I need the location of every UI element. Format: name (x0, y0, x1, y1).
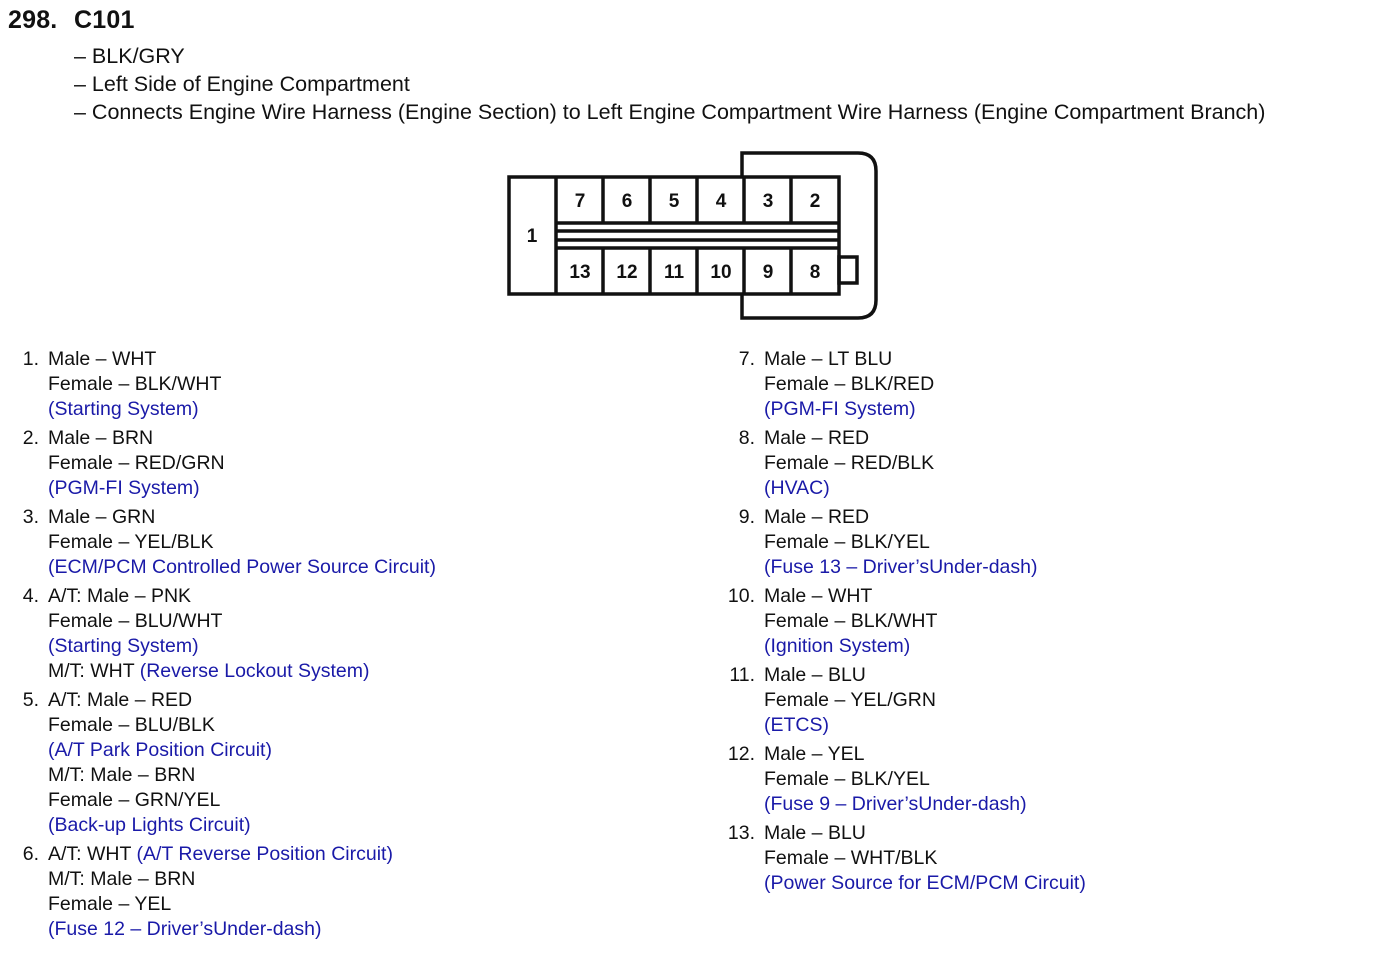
pin-number: 3. (22, 506, 39, 528)
wire-color: Male – WHT (48, 348, 157, 370)
pin-label-bottom: 13 (569, 262, 591, 283)
wire-color: Female – RED/GRN (48, 452, 225, 474)
pin-detail-line (716, 792, 1086, 817)
pin-entry (0, 347, 436, 422)
pin-entry (716, 584, 1086, 659)
pin-number: 6. (22, 843, 39, 865)
pin-label-top: 2 (809, 191, 821, 212)
pin-detail-line (0, 634, 436, 659)
pin-number: 12. (727, 743, 755, 765)
wire-color: Male – BLU (764, 822, 866, 844)
wire-color: Male – RED (764, 506, 870, 528)
wire-color: Female – YEL/GRN (764, 689, 936, 711)
section-number: 298. (8, 6, 58, 34)
pin-detail-line (0, 713, 436, 738)
pin-detail-line (0, 530, 436, 555)
pin-detail-line (716, 634, 1086, 659)
pin-detail-line (0, 505, 436, 530)
pin-detail-line (0, 738, 436, 763)
pin-detail-line (716, 451, 1086, 476)
pin-detail-line (0, 584, 436, 609)
connector-id: C101 (74, 6, 135, 34)
pin-detail-line (0, 609, 436, 634)
pin-label-bottom: 10 (710, 262, 732, 283)
pin-detail-line (716, 663, 1086, 688)
pin-number: 1. (22, 348, 39, 370)
wire-color: Female – YEL/BLK (48, 531, 214, 553)
connector-color: – BLK/GRY (74, 44, 185, 68)
wire-color: A/T: WHT (48, 843, 137, 865)
pin-label-top: 6 (621, 191, 633, 212)
pin-list-left (0, 347, 436, 946)
pin-entry (716, 505, 1086, 580)
pin-label-top: 4 (715, 191, 727, 212)
pin-detail-line (716, 821, 1086, 846)
pin-label-bottom: 12 (616, 262, 638, 283)
circuit-description: (Fuse 12 – Driver’sUnder-dash) (48, 918, 322, 940)
pin-detail-line (0, 347, 436, 372)
pin-detail-line (0, 763, 436, 788)
circuit-description: (Ignition System) (764, 635, 911, 657)
pin-detail-line (716, 846, 1086, 871)
pin-detail-line (0, 813, 436, 838)
pin-entry (716, 426, 1086, 501)
pin-detail-line (716, 426, 1086, 451)
pin-detail-line (716, 372, 1086, 397)
pin-detail-line (0, 555, 436, 580)
pin-detail-line (716, 742, 1086, 767)
pin-label-1: 1 (526, 226, 538, 247)
wire-color: Female – BLK/WHT (764, 610, 938, 632)
pin-label-top: 7 (574, 191, 586, 212)
pin-detail-line (0, 451, 436, 476)
pin-detail-line (716, 476, 1086, 501)
pin-detail-line (0, 917, 436, 942)
circuit-description: (PGM-FI System) (48, 477, 200, 499)
pin-number: 13. (727, 822, 755, 844)
pin-detail-line (716, 584, 1086, 609)
wire-color: Female – BLK/YEL (764, 531, 930, 553)
pin-number: 7. (738, 348, 755, 370)
wire-color: M/T: WHT (48, 660, 140, 682)
pin-detail-line (716, 713, 1086, 738)
wire-color: Male – GRN (48, 506, 156, 528)
pin-detail-line (716, 767, 1086, 792)
pin-detail-line (0, 659, 436, 684)
pin-detail-line (0, 476, 436, 501)
wire-color: Male – BRN (48, 427, 154, 449)
wire-color: Female – GRN/YEL (48, 789, 221, 811)
wire-color: Female – BLK/WHT (48, 373, 222, 395)
pin-label-top: 5 (668, 191, 680, 212)
pin-number: 2. (22, 427, 39, 449)
pin-entry (0, 688, 436, 838)
wire-color: Male – YEL (764, 743, 865, 765)
pin-entry (0, 584, 436, 684)
wire-color: Female – BLU/BLK (48, 714, 215, 736)
wire-color: Female – RED/BLK (764, 452, 935, 474)
pin-detail-line (716, 530, 1086, 555)
circuit-description: (Starting System) (48, 635, 199, 657)
connector-diagram (0, 0, 1390, 340)
pin-number: 8. (738, 427, 755, 449)
connector-location: – Left Side of Engine Compartment (74, 72, 410, 96)
circuit-description: (Back-up Lights Circuit) (48, 814, 251, 836)
circuit-description: (ETCS) (764, 714, 829, 736)
pin-detail-line (0, 867, 436, 892)
wire-color: Female – BLK/YEL (764, 768, 930, 790)
wire-color: M/T: Male – BRN (48, 868, 196, 890)
pin-detail-line (716, 688, 1086, 713)
wire-color: Male – WHT (764, 585, 873, 607)
pin-number: 4. (22, 585, 39, 607)
pin-entry (716, 742, 1086, 817)
pin-detail-line (716, 555, 1086, 580)
wire-color: Female – BLK/RED (764, 373, 935, 395)
pin-label-top: 3 (762, 191, 774, 212)
circuit-description: (Fuse 13 – Driver’sUnder-dash) (764, 556, 1038, 578)
wire-color: Male – RED (764, 427, 870, 449)
pin-detail-line (0, 372, 436, 397)
pin-label-bottom: 9 (762, 262, 774, 283)
pin-entry (0, 842, 436, 942)
pin-entry (0, 505, 436, 580)
circuit-description: (ECM/PCM Controlled Power Source Circuit) (48, 556, 436, 578)
wire-color: M/T: Male – BRN (48, 764, 196, 786)
pin-entry (716, 663, 1086, 738)
circuit-description: (Starting System) (48, 398, 199, 420)
pin-number: 10. (727, 585, 755, 607)
pin-entry (716, 821, 1086, 896)
pin-list-right (716, 347, 1086, 900)
circuit-description: (Reverse Lockout System) (139, 660, 370, 682)
wire-color: Female – YEL (48, 893, 172, 915)
pin-detail-line (0, 892, 436, 917)
pin-detail-line (0, 788, 436, 813)
pin-entry (716, 347, 1086, 422)
circuit-description: (PGM-FI System) (764, 398, 916, 420)
pin-detail-line (716, 397, 1086, 422)
pin-label-bottom: 11 (663, 262, 685, 283)
pin-number: 11. (729, 664, 755, 686)
wire-color: A/T: Male – PNK (48, 585, 192, 607)
pin-detail-line (716, 609, 1086, 634)
pin-label-bottom: 8 (809, 262, 821, 283)
circuit-description: (Power Source for ECM/PCM Circuit) (764, 872, 1086, 894)
wire-color: Male – LT BLU (764, 348, 893, 370)
circuit-description: (A/T Park Position Circuit) (48, 739, 272, 761)
circuit-description: (A/T Reverse Position Circuit) (136, 843, 393, 865)
pin-detail-line (0, 688, 436, 713)
pin-detail-line (0, 426, 436, 451)
pin-detail-line (716, 505, 1086, 530)
wire-color: Male – BLU (764, 664, 866, 686)
pin-number: 5. (22, 689, 39, 711)
connector-connects: – Connects Engine Wire Harness (Engine Section) to Left Engine Compartment Wire Harness (Engine Compartment Branch) (74, 100, 1266, 124)
pin-detail-line (716, 871, 1086, 896)
pin-detail-line (716, 347, 1086, 372)
pin-entry (0, 426, 436, 501)
wire-color: Female – WHT/BLK (764, 847, 938, 869)
pin-number: 9. (738, 506, 755, 528)
pin-detail-line (0, 397, 436, 422)
circuit-description: (Fuse 9 – Driver’sUnder-dash) (764, 793, 1027, 815)
wire-color: A/T: Male – RED (48, 689, 193, 711)
circuit-description: (HVAC) (764, 477, 830, 499)
pin-detail-line (0, 842, 436, 867)
wire-color: Female – BLU/WHT (48, 610, 223, 632)
